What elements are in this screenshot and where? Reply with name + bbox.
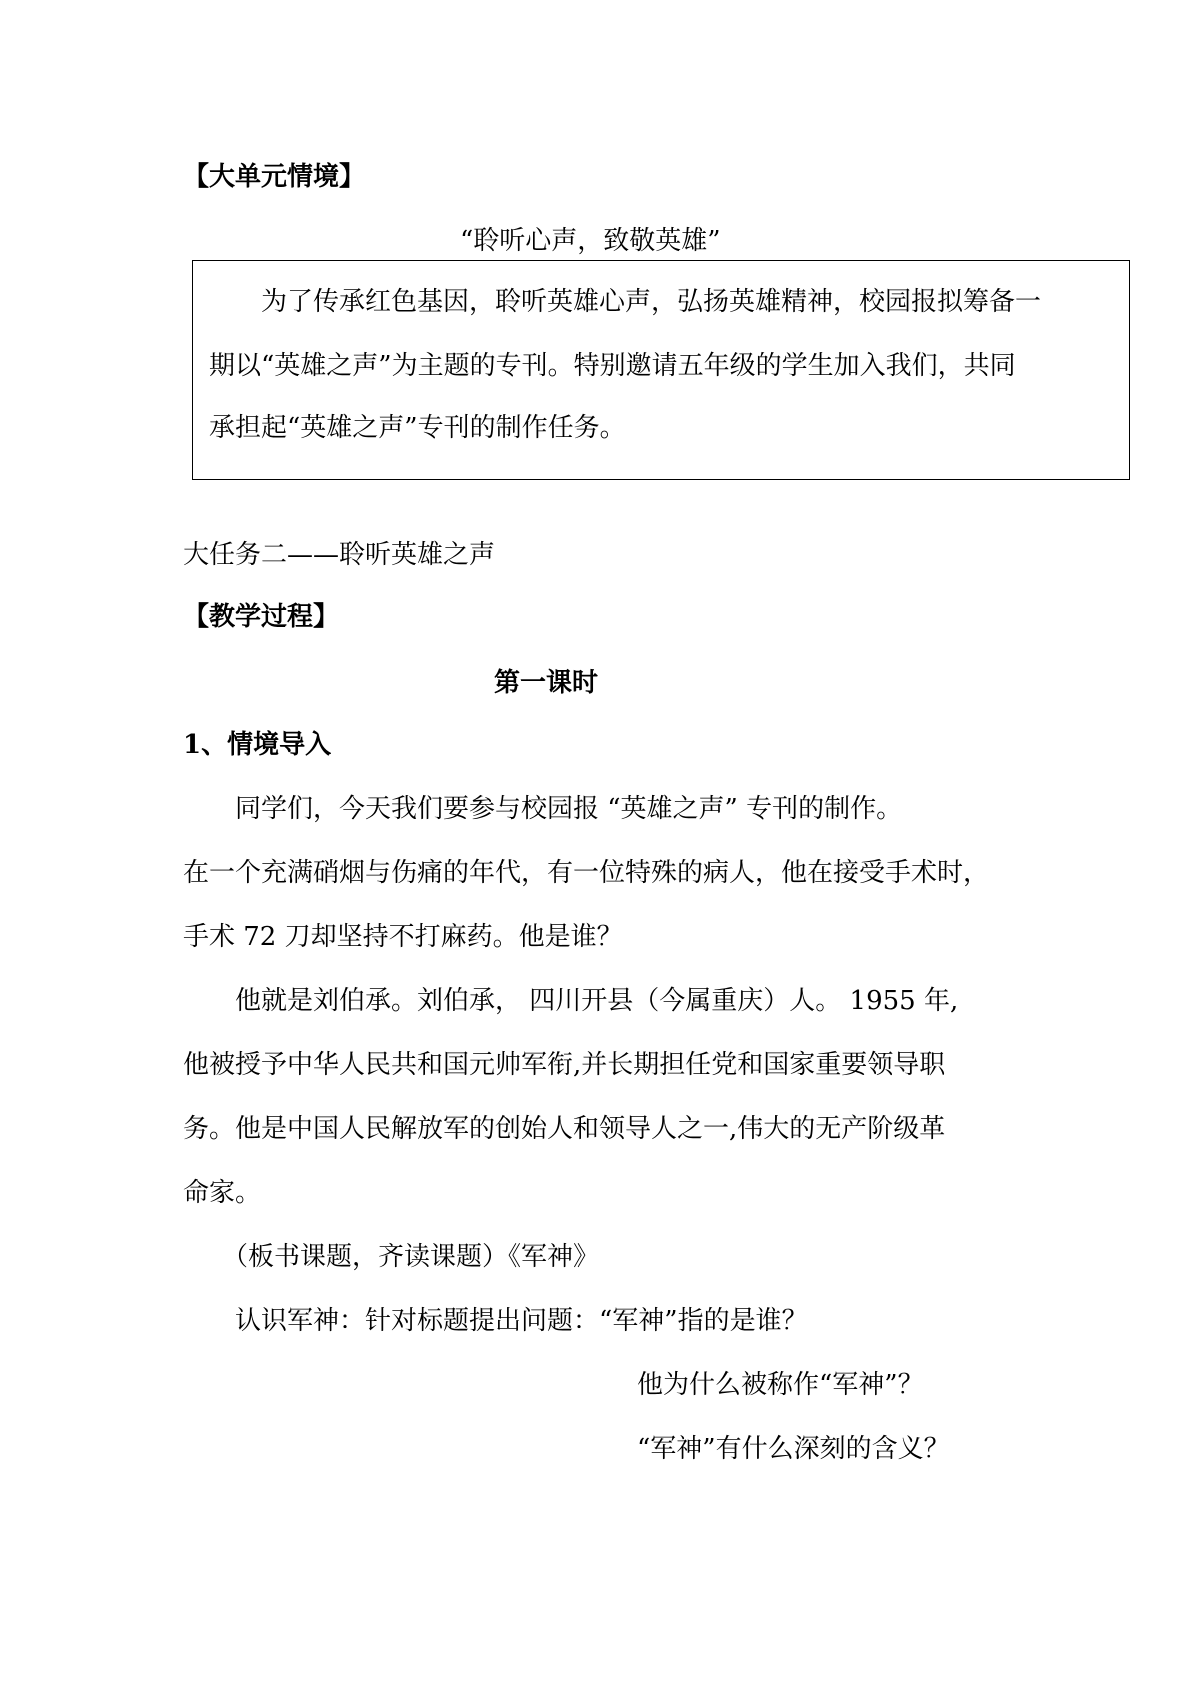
scenario-box <box>192 260 1130 480</box>
big-task-title: 大任务二——聆听英雄之声 <box>183 540 496 570</box>
heading-teaching-process: 【教学过程】 <box>183 602 340 632</box>
intro-line: 务。他是中国人民解放军的创始人和领导人之一,伟大的无产阶级革 <box>183 1114 946 1144</box>
lesson-title: 第一课时 <box>494 668 599 698</box>
intro-line: 认识军神：针对标题提出问题：“军神”指的是谁？ <box>183 1306 808 1336</box>
theme-title: “聆听心声，致敬英雄” <box>460 226 721 256</box>
scenario-line: 承担起“英雄之声”专刊的制作任务。 <box>209 413 626 443</box>
intro-line: 手术 72 刀却坚持不打麻药。他是谁？ <box>183 922 623 952</box>
intro-line: 他就是刘伯承。刘伯承， 四川开县（今属重庆）人。 1955 年, <box>183 986 959 1016</box>
section-title: 1、情境导入 <box>183 730 332 760</box>
intro-line: 同学们，今天我们要参与校园报 “英雄之声” 专刊的制作。 <box>183 794 903 824</box>
intro-line: 他被授予中华人民共和国元帅军衔,并长期担任党和国家重要领导职 <box>183 1050 946 1080</box>
intro-line: 在一个充满硝烟与伤痛的年代，有一位特殊的病人，他在接受手术时， <box>183 858 990 888</box>
question-line: “军神”有什么深刻的含义？ <box>637 1434 950 1464</box>
scenario-line: 期以“英雄之声”为主题的专刊。特别邀请五年级的学生加入我们，共同 <box>209 351 1016 381</box>
heading-unit-scenario: 【大单元情境】 <box>183 162 366 192</box>
intro-line: 命家。 <box>183 1178 262 1208</box>
question-line: 他为什么被称作“军神”？ <box>637 1370 924 1400</box>
intro-line: （板书课题，齐读课题）《军神》 <box>183 1242 600 1272</box>
scenario-line: 为了传承红色基因，聆听英雄心声，弘扬英雄精神，校园报拟筹备一 <box>209 287 1042 317</box>
